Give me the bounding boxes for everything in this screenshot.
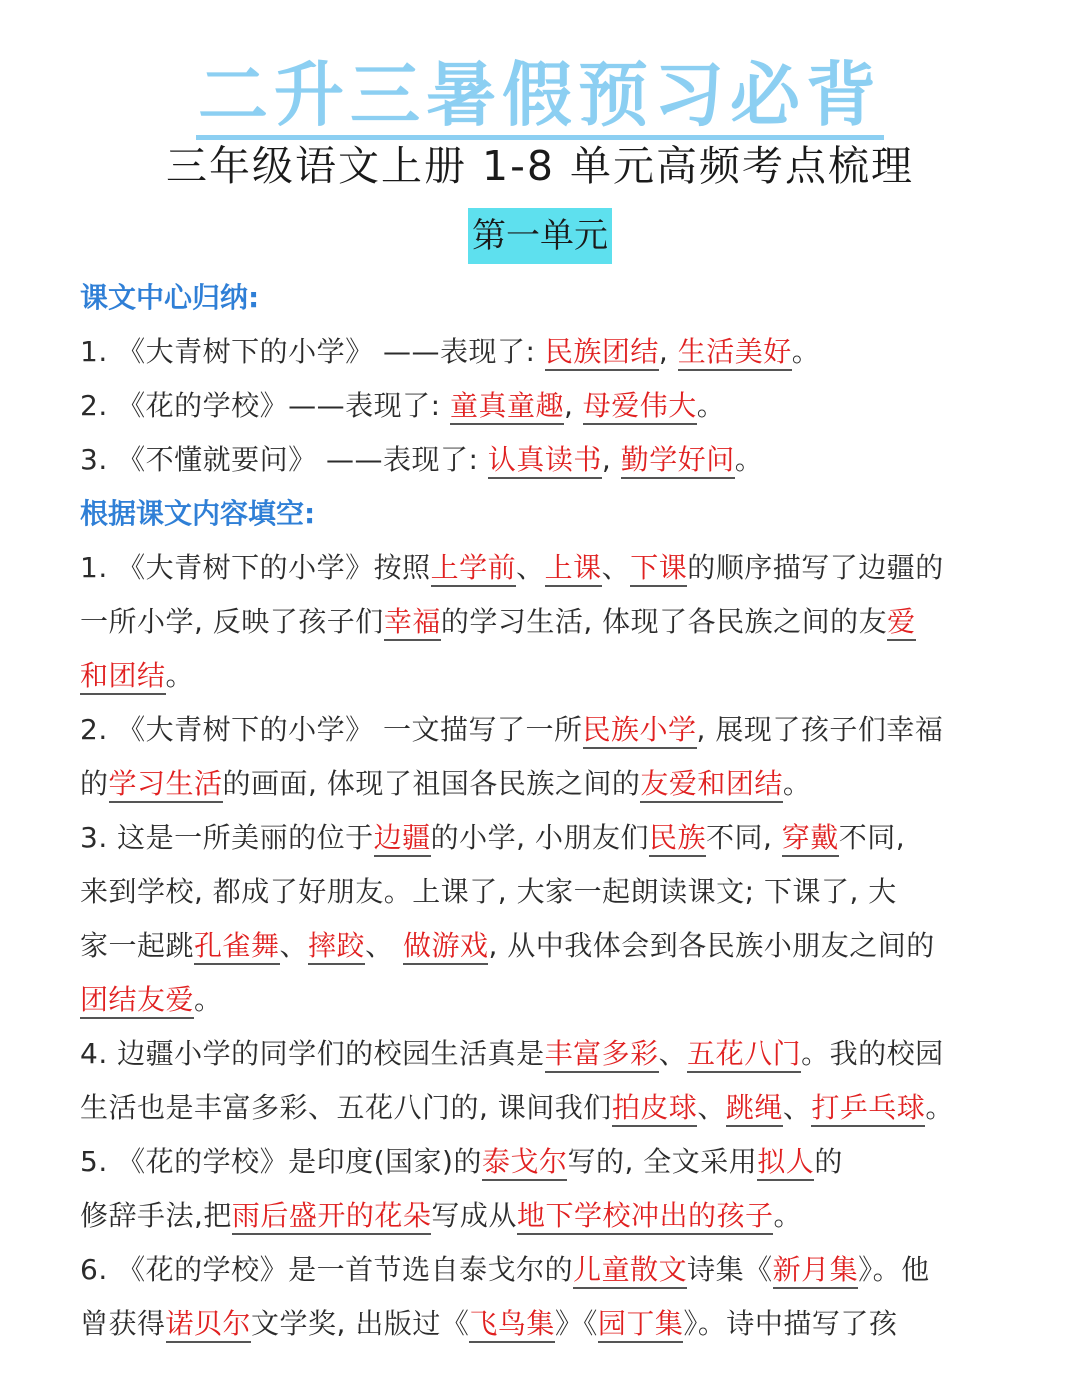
page-subtitle: 三年级语文上册 1-8 单元高频考点梳理 bbox=[165, 142, 915, 190]
answer: 五花八门 bbox=[687, 1037, 801, 1073]
fill-line-14: 6. 《花的学校》是一首节选自泰戈尔的儿童散文诗集《新月集》。他 bbox=[80, 1250, 1000, 1290]
fill-line-5: 的学习生活的画面, 体现了祖国各民族之间的友爱和团结。 bbox=[80, 764, 1000, 804]
section-heading-fill-blanks: 根据课文内容填空: bbox=[80, 497, 316, 530]
answer: 跳绳 bbox=[726, 1091, 783, 1127]
fill-line-2: 一所小学, 反映了孩子们幸福的学习生活, 体现了各民族之间的友爱 bbox=[80, 602, 1000, 642]
answer: 生活美好 bbox=[678, 335, 792, 371]
answer: 童真童趣 bbox=[450, 389, 564, 425]
summary-item-1: 1. 《大青树下的小学》 ——表现了: 民族团结, 生活美好。 bbox=[80, 332, 1000, 372]
answer: 摔跤 bbox=[308, 929, 365, 965]
fill-line-6: 3. 这是一所美丽的位于边疆的小学, 小朋友们民族不同, 穿戴不同, bbox=[80, 818, 1000, 858]
answer: 诺贝尔 bbox=[166, 1307, 252, 1343]
answer: 勤学好问 bbox=[621, 443, 735, 479]
answer: 做游戏 bbox=[403, 929, 489, 965]
fill-line-11: 生活也是丰富多彩、五花八门的, 课间我们拍皮球、跳绳、打乒乓球。 bbox=[80, 1088, 1000, 1128]
answer: 民族团结 bbox=[545, 335, 659, 371]
answer: 新月集 bbox=[773, 1253, 859, 1289]
fill-line-4: 2. 《大青树下的小学》 一文描写了一所民族小学, 展现了孩子们幸福 bbox=[80, 710, 1000, 750]
answer: 园丁集 bbox=[598, 1307, 684, 1343]
answer: 民族小学 bbox=[583, 713, 697, 749]
answer: 团结友爱 bbox=[80, 983, 194, 1019]
fill-line-8: 家一起跳孔雀舞、摔跤、 做游戏, 从中我体会到各民族小朋友之间的 bbox=[80, 926, 1000, 966]
answer: 上学前 bbox=[431, 551, 517, 587]
answer: 下课 bbox=[630, 551, 687, 587]
fill-line-10: 4. 边疆小学的同学们的校园生活真是丰富多彩、五花八门。我的校园 bbox=[80, 1034, 1000, 1074]
answer: 民族 bbox=[649, 821, 706, 857]
answer: 爱 bbox=[887, 605, 916, 641]
answer: 穿戴 bbox=[782, 821, 839, 857]
fill-line-12: 5. 《花的学校》是印度(国家)的泰戈尔写的, 全文采用拟人的 bbox=[80, 1142, 1000, 1182]
answer: 拍皮球 bbox=[612, 1091, 698, 1127]
fill-line-13: 修辞手法,把雨后盛开的花朵写成从地下学校冲出的孩子。 bbox=[80, 1196, 1000, 1236]
answer: 认真读书 bbox=[488, 443, 602, 479]
answer: 母爱伟大 bbox=[583, 389, 697, 425]
section-heading-summary: 课文中心归纳: bbox=[80, 281, 260, 314]
answer: 雨后盛开的花朵 bbox=[232, 1199, 432, 1235]
answer: 孔雀舞 bbox=[194, 929, 280, 965]
answer: 儿童散文 bbox=[573, 1253, 687, 1289]
answer: 幸福 bbox=[384, 605, 441, 641]
answer: 丰富多彩 bbox=[545, 1037, 659, 1073]
answer: 和团结 bbox=[80, 659, 166, 695]
answer: 飞鸟集 bbox=[469, 1307, 555, 1343]
fill-line-9: 团结友爱。 bbox=[80, 980, 1000, 1020]
fill-line-1: 1. 《大青树下的小学》按照上学前、上课、下课的顺序描写了边疆的 bbox=[80, 548, 1000, 588]
unit-badge: 第一单元 bbox=[468, 208, 612, 264]
page-title: 二升三暑假预习必背 bbox=[0, 50, 1080, 140]
answer: 学习生活 bbox=[109, 767, 223, 803]
answer: 边疆 bbox=[374, 821, 431, 857]
answer: 上课 bbox=[545, 551, 602, 587]
answer: 拟人 bbox=[757, 1145, 814, 1181]
summary-item-2: 2. 《花的学校》——表现了: 童真童趣, 母爱伟大。 bbox=[80, 386, 1000, 426]
summary-item-3: 3. 《不懂就要问》 ——表现了: 认真读书, 勤学好问。 bbox=[80, 440, 1000, 480]
answer: 友爱和团结 bbox=[640, 767, 783, 803]
answer: 地下学校冲出的孩子 bbox=[517, 1199, 774, 1235]
fill-line-3: 和团结。 bbox=[80, 656, 1000, 696]
answer: 打乒乓球 bbox=[811, 1091, 925, 1127]
answer: 泰戈尔 bbox=[482, 1145, 568, 1181]
fill-line-7: 来到学校, 都成了好朋友。上课了, 大家一起朗读课文; 下课了, 大 bbox=[80, 875, 897, 908]
fill-line-15: 曾获得诺贝尔文学奖, 出版过《飞鸟集》《园丁集》。诗中描写了孩 bbox=[80, 1304, 1000, 1344]
